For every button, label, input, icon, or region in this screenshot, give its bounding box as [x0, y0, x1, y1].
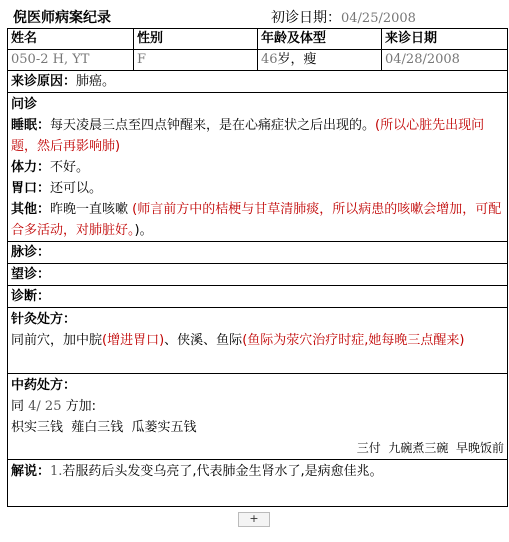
diagnosis-row: [8, 286, 508, 308]
acupuncture-note-1: (增进胃口): [102, 333, 165, 348]
herbal-same-date: 4/ 25: [28, 399, 62, 414]
sleep-line: [11, 115, 504, 157]
header-name: 姓名: [8, 29, 134, 50]
explanation-row: [8, 460, 508, 507]
acupuncture-note-2: (鱼际为荥穴治疗时症,她每晚三点醒来): [242, 333, 465, 348]
case-record-sheet: [7, 4, 507, 507]
header-visit-date: 来诊日期: [382, 29, 508, 50]
first-visit-label: 初诊日期：: [271, 10, 341, 26]
other-line: [11, 199, 504, 241]
herbal-dosage: 三付 九碗煮三碗 早晚饭前: [356, 441, 504, 455]
herbal-herbs: 枳实三钱 薤白三钱 瓜蒌实五钱: [11, 420, 197, 435]
herbal-same-suffix: 方加:: [61, 399, 96, 414]
acupuncture-text-2: 、侠溪、鱼际: [164, 333, 243, 348]
first-visit-date: 04/25/2008: [341, 11, 416, 26]
other-tail: )。: [134, 223, 153, 238]
record-title: 倪医师病案纪录: [13, 10, 111, 26]
other-text: 昨晚一直咳嗽: [50, 202, 133, 217]
info-header-row: [8, 29, 508, 50]
reason-row: [8, 71, 508, 93]
record-header: [7, 4, 507, 28]
inquiry-row: [8, 93, 508, 242]
record-table: [7, 28, 508, 507]
inquiry-title: 问诊: [11, 97, 38, 112]
acupuncture-line: [11, 330, 504, 351]
herbal-same-line: [11, 396, 504, 417]
explanation-number: 1.: [50, 464, 63, 479]
acupuncture-row: [8, 308, 508, 374]
sleep-text: 每天凌晨三点至四点钟醒来，是在心痛症状之后出现的。: [50, 118, 376, 133]
patient-age-build: [258, 50, 382, 71]
strength-text: 不好。: [50, 160, 90, 175]
acupuncture-label: 针灸处方：: [11, 312, 77, 327]
header-gender: 性别: [134, 29, 258, 50]
other-label: 其他：: [11, 202, 51, 217]
appetite-line: [11, 178, 504, 199]
header-age-build: 年龄及体型: [258, 29, 382, 50]
pulse-row: [8, 242, 508, 264]
first-visit: [271, 7, 416, 27]
add-row-button[interactable]: +: [238, 512, 270, 527]
explanation-label: 解说：: [11, 464, 51, 479]
appetite-text: 还可以。: [50, 181, 103, 196]
reason-text: 肺癌。: [76, 74, 116, 89]
visit-date: 04/28/2008: [382, 50, 508, 71]
observe-row: [8, 264, 508, 286]
other-note: (师言前方中的桔梗与甘草清肺痰，所以病患的咳嗽会增加，可配合多活动，对肺脏好。: [11, 202, 502, 238]
patient-name: 050-2 H, YT: [8, 50, 134, 71]
diagnosis-label: 诊断：: [11, 289, 51, 304]
info-value-row: [8, 50, 508, 71]
herbal-row: [8, 374, 508, 460]
explanation-text: 若服药后头发变乌亮了,代表肺金生肾水了,是病愈佳兆。: [62, 464, 383, 479]
pulse-label: 脉诊：: [11, 245, 51, 260]
herbal-label: 中药处方：: [11, 378, 77, 393]
strength-label: 体力：: [11, 160, 51, 175]
patient-build: 岁，瘦: [277, 52, 317, 67]
sleep-label: 睡眠：: [11, 118, 51, 133]
appetite-label: 胃口：: [11, 181, 51, 196]
sleep-note: (所以心脏先出现问题，然后再影响肺): [11, 118, 485, 154]
patient-gender: F: [134, 50, 258, 71]
observe-label: 望诊：: [11, 267, 51, 282]
herbal-same-prefix: 同: [11, 399, 29, 414]
reason-label: 来诊原因：: [11, 74, 77, 89]
strength-line: [11, 157, 504, 178]
acupuncture-text-1: 同前穴，加中脘: [11, 333, 103, 348]
patient-age: 46: [261, 52, 278, 67]
